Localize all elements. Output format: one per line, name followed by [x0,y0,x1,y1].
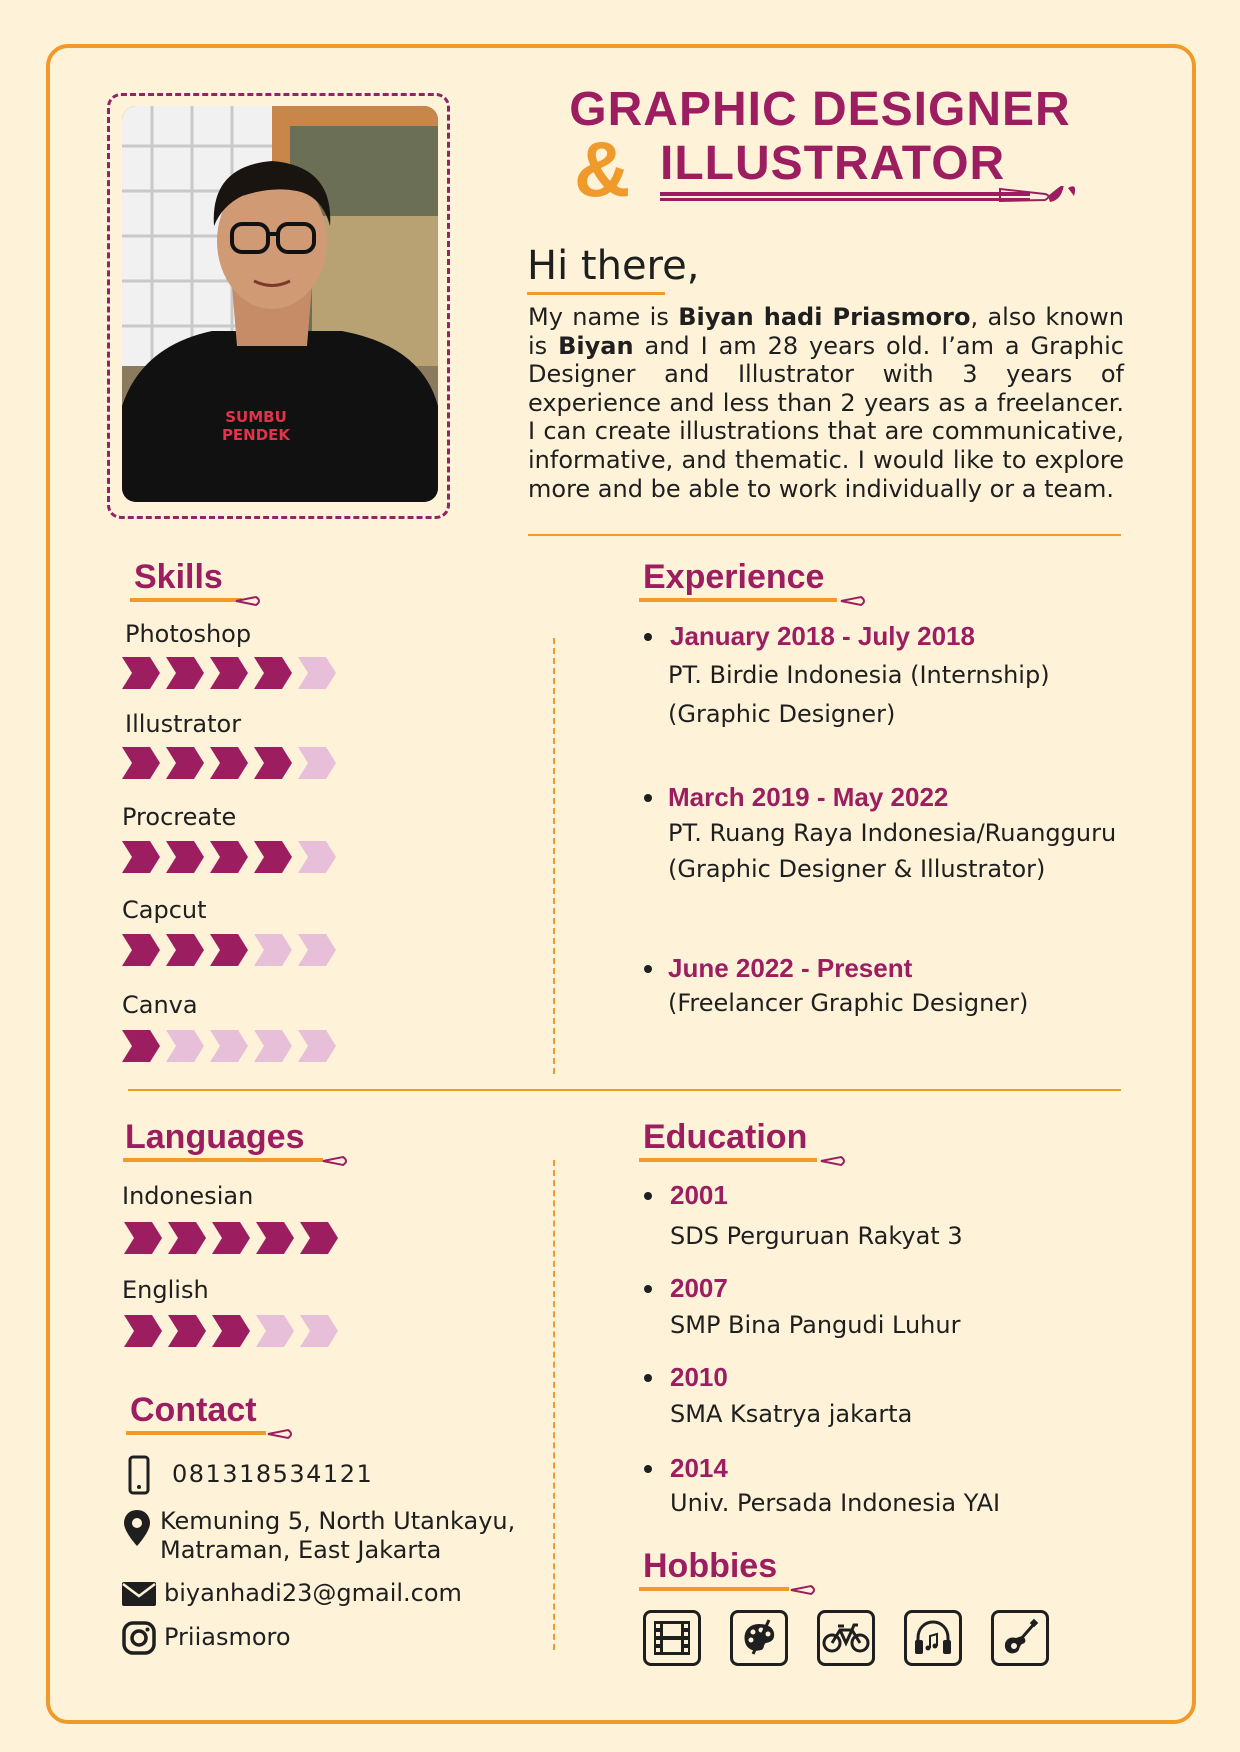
rating-chevron-filled [122,747,160,779]
divider-top [528,534,1121,536]
skill-rating [122,746,362,780]
experience-role: (Graphic Designer) [668,700,896,728]
intro-paragraph: My name is Biyan hadi Priasmoro, also known is Biyan and I am 28 years old. I’am a Graphic Designer and Illustrator with 3 years of experience and less than 2 years as a freelancer. I can create illustrations that are communicative, informative, and thematic. I would like to explore more and be able to work individually or a team. [528,303,1125,503]
experience-company: PT. Birdie Indonesia (Internship) [668,661,1050,689]
brush-icon [266,1427,296,1441]
rating-chevron-empty [166,1030,204,1062]
profile-photo [122,106,438,502]
email-icon [122,1582,156,1606]
skill-name: Canva [122,991,198,1019]
rating-chevron-filled [210,934,248,966]
headline-ampersand: & [574,125,631,213]
skill-name: Illustrator [125,710,242,738]
rating-chevron-empty [298,1030,336,1062]
headline-line2: ILLUSTRATOR [660,137,1006,190]
rating-chevron-empty [298,747,336,779]
headline-line1: GRAPHIC DESIGNER [569,83,1071,136]
phone-icon [128,1455,150,1495]
skill-rating [122,840,362,874]
rating-chevron-filled [122,657,160,689]
bicycle-icon [817,1610,875,1666]
experience-date: June 2022 - Present [668,953,913,983]
skill-name: Procreate [122,803,237,831]
contact-phone[interactable]: 081318534121 [172,1460,374,1488]
education-school: SMP Bina Pangudi Luhur [670,1311,961,1339]
experience-company: PT. Ruang Raya Indonesia/Ruangguru [668,819,1117,847]
languages-title: Languages [125,1120,304,1154]
headphones-icon [904,1610,962,1666]
skills-title: Skills [134,560,223,594]
bullet [644,1465,652,1473]
brush-icon [321,1154,351,1168]
experience-role: (Freelancer Graphic Designer) [668,989,1029,1017]
divider-vertical-upper [553,638,555,1074]
rating-chevron-empty [298,657,336,689]
rating-chevron-filled [122,841,160,873]
brush-icon [234,594,264,608]
rating-chevron-filled [254,841,292,873]
skill-name: Photoshop [125,620,252,648]
education-year: 2007 [670,1273,728,1303]
skill-rating [122,656,362,690]
skill-name: Capcut [122,896,207,924]
bullet [644,633,652,641]
bullet [644,965,652,973]
intro-name: Biyan hadi Priasmoro [678,303,971,331]
divider-vertical-lower [553,1160,555,1650]
rating-chevron-filled [210,657,248,689]
bullet [644,1285,652,1293]
experience-date: January 2018 - July 2018 [670,621,975,651]
rating-chevron-empty [254,1030,292,1062]
contact-instagram[interactable]: Priiasmoro [164,1623,291,1651]
rating-chevron-filled [124,1222,162,1254]
rating-chevron-filled [168,1315,206,1347]
education-school: Univ. Persada Indonesia YAI [670,1489,1001,1517]
experience-date: March 2019 - May 2022 [668,782,949,812]
rating-chevron-empty [300,1315,338,1347]
hobbies-title: Hobbies [643,1549,777,1583]
greeting-underline [527,292,665,295]
rating-chevron-filled [210,747,248,779]
skill-rating [122,1029,362,1063]
education-title: Education [643,1120,807,1154]
greeting: Hi there, [527,243,700,289]
language-rating [124,1221,364,1255]
rating-chevron-empty [254,934,292,966]
experience-title: Experience [643,560,824,594]
divider-middle [128,1089,1121,1091]
rating-chevron-filled [212,1222,250,1254]
language-rating [124,1314,364,1348]
rating-chevron-filled [212,1315,250,1347]
palette-brush-icon [730,1610,788,1666]
rating-chevron-empty [298,841,336,873]
rating-chevron-filled [256,1222,294,1254]
education-school: SDS Perguruan Rakyat 3 [670,1222,963,1250]
education-year: 2010 [670,1362,728,1392]
rating-chevron-filled [166,657,204,689]
rating-chevron-filled [166,747,204,779]
rating-chevron-empty [256,1315,294,1347]
film-icon [643,1610,701,1666]
skill-rating [122,933,362,967]
rating-chevron-filled [300,1222,338,1254]
language-name: Indonesian [122,1182,254,1210]
guitar-icon [991,1610,1049,1666]
bullet [644,1192,652,1200]
rating-chevron-empty [210,1030,248,1062]
rating-chevron-filled [122,934,160,966]
rating-chevron-filled [124,1315,162,1347]
experience-role: (Graphic Designer & Illustrator) [668,855,1046,883]
education-school: SMA Ksatrya jakarta [670,1400,913,1428]
rating-chevron-filled [254,657,292,689]
rating-chevron-filled [122,1030,160,1062]
rating-chevron-filled [166,934,204,966]
contact-address-line1: Kemuning 5, North Utankayu, [160,1507,516,1535]
location-pin-icon [122,1508,152,1548]
rating-chevron-filled [168,1222,206,1254]
education-year: 2001 [670,1180,728,1210]
rating-chevron-filled [210,841,248,873]
rating-chevron-filled [254,747,292,779]
brush-icon [789,1583,819,1597]
brush-underline-icon [660,186,1080,216]
instagram-icon [122,1621,156,1655]
education-year: 2014 [670,1453,728,1483]
contact-address-line2: Matraman, East Jakarta [160,1536,442,1564]
contact-title: Contact [130,1393,257,1427]
bullet [644,1374,652,1382]
shirt-text-1: SUMBU [225,408,287,426]
rating-chevron-empty [298,934,336,966]
shirt-text-2: PENDEK [221,426,291,444]
bullet [644,794,652,802]
rating-chevron-filled [166,841,204,873]
brush-icon [839,594,869,608]
intro-nickname: Biyan [558,331,634,360]
contact-email[interactable]: biyanhadi23@gmail.com [164,1579,462,1607]
brush-icon [819,1154,849,1168]
language-name: English [122,1276,209,1304]
